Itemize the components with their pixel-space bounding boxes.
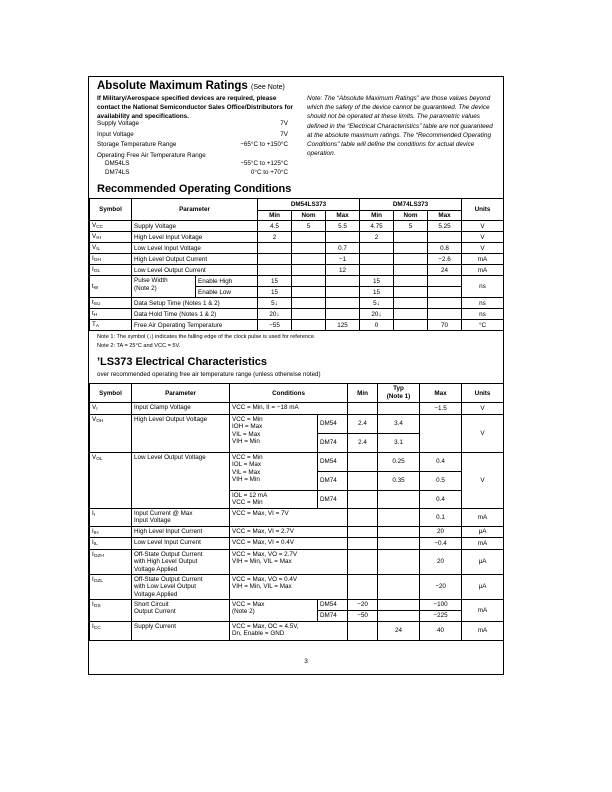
device-cell: DM54 — [318, 414, 348, 433]
typ-cell — [378, 599, 420, 610]
min-cell — [348, 508, 378, 526]
condition-cell: Enable High — [196, 276, 258, 287]
table-row — [90, 309, 504, 320]
value-cell — [292, 265, 326, 276]
condition-cell: VCC = Min, II = −18 mA — [230, 403, 348, 415]
min-cell: −50 — [348, 610, 378, 621]
unit-cell: mA — [462, 254, 504, 265]
parameter-cell: Low Level Output Current — [132, 265, 258, 276]
unit-cell: ns — [462, 309, 504, 320]
table-row — [90, 403, 504, 415]
parameter-cell: Short Circuit Output Current — [132, 599, 230, 621]
min-cell — [348, 574, 378, 599]
min-cell — [348, 538, 378, 550]
value-cell: 2 — [258, 232, 292, 243]
value-cell: 5↓ — [360, 298, 394, 309]
value-cell — [428, 232, 462, 243]
device-cell: DM74 — [318, 490, 348, 508]
rating-label: Operating Free Air Temperature Range — [97, 152, 206, 159]
symbol-cell: $V_{CC}$ — [90, 221, 132, 232]
value-cell: 4.5 — [258, 221, 292, 232]
value-cell: 20↓ — [258, 309, 292, 320]
value-cell: 0.7 — [326, 243, 360, 254]
table-row — [90, 320, 504, 331]
parameter-cell: Low Level Input Voltage — [132, 243, 258, 254]
max-cell: 0.5 — [420, 471, 462, 490]
symbol-cell: $I_{OZL}$ — [90, 574, 132, 599]
roc-note1: Note 1: The symbol (↓) indicates the falling edge of the clock pulse is used for reference. — [97, 334, 316, 340]
table-row — [90, 526, 504, 538]
max-cell: 20 — [420, 526, 462, 538]
max-cell — [420, 414, 462, 452]
table-row — [90, 549, 504, 574]
header-dm74: DM74LS373 — [360, 199, 462, 211]
table-row — [90, 221, 504, 232]
typ-cell: 24 — [378, 621, 420, 640]
value-cell: 15 — [360, 287, 394, 298]
abs-max-title: Absolute Maximum Ratings (See Note) — [97, 80, 285, 92]
rating-label: Storage Temperature Range — [97, 141, 177, 148]
parameter-cell: Input Clamp Voltage — [132, 403, 230, 415]
value-cell: 5.25 — [428, 221, 462, 232]
unit-cell: ns — [462, 298, 504, 309]
roc-table — [89, 198, 504, 331]
min-cell — [348, 621, 378, 640]
device-cell: DM54 — [318, 452, 348, 471]
max-cell: −100 — [420, 599, 462, 610]
value-cell: 0 — [360, 320, 394, 331]
value-cell — [428, 309, 462, 320]
value-cell — [326, 309, 360, 320]
value-cell — [394, 232, 428, 243]
device-cell: DM74 — [318, 471, 348, 490]
min-cell — [348, 452, 378, 471]
unit-cell: ns — [462, 276, 504, 298]
unit-cell: V — [462, 403, 504, 415]
value-cell: −55 — [258, 320, 292, 331]
condition-cell: IOL = 12 mA VCC = Min — [230, 490, 318, 508]
symbol-cell: $t_{SU}$ — [90, 298, 132, 309]
max-cell: 0.4 — [420, 490, 462, 508]
value-cell: 125 — [326, 320, 360, 331]
max-cell: 0.4 — [420, 452, 462, 471]
symbol-cell: $I_{CC}$ — [90, 621, 132, 640]
header-units: Units — [462, 199, 504, 221]
parameter-cell: High Level Input Voltage — [132, 232, 258, 243]
value-cell: −1 — [326, 254, 360, 265]
rating-label: DM74LS — [105, 169, 130, 176]
value-cell: 15 — [258, 287, 292, 298]
device-cell: DM74 — [318, 610, 348, 621]
value-cell — [326, 232, 360, 243]
table-row — [90, 254, 504, 265]
value-cell: 70 — [428, 320, 462, 331]
header-nom: Nom — [292, 211, 326, 221]
table-row — [90, 298, 504, 309]
typ-cell: 0.35 — [378, 471, 420, 490]
header-parameter: Parameter — [132, 199, 258, 221]
symbol-cell: $V_{IL}$ — [90, 243, 132, 254]
condition-cell: VCC = Min IOL = Max VIL = Max VIH = Min — [230, 452, 318, 490]
header-min: Min — [348, 384, 378, 403]
rating-label: DM54LS — [105, 160, 130, 167]
unit-cell: μA — [462, 574, 504, 599]
header-symbol: Symbol — [90, 384, 132, 403]
table-row — [90, 574, 504, 599]
value-cell — [360, 254, 394, 265]
parameter-cell: Data Setup Time (Notes 1 & 2) — [132, 298, 258, 309]
header-typ: Typ (Note 1) — [378, 384, 420, 403]
min-cell: 2.4 — [348, 414, 378, 433]
min-cell — [348, 526, 378, 538]
header-max: Max — [428, 211, 462, 221]
table-row — [90, 265, 504, 276]
parameter-cell: Data Hold Time (Notes 1 & 2) — [132, 309, 258, 320]
min-cell: −20 — [348, 599, 378, 610]
parameter-cell: High Level Output Voltage — [132, 414, 230, 452]
header-parameter: Parameter — [132, 384, 230, 403]
rating-label: Supply Voltage — [97, 120, 140, 127]
value-cell — [326, 298, 360, 309]
value-cell: 5 — [394, 221, 428, 232]
value-cell — [292, 320, 326, 331]
max-cell: 0.1 — [420, 508, 462, 526]
max-cell: −1.5 — [420, 403, 462, 415]
value-cell — [360, 265, 394, 276]
value-cell — [292, 287, 326, 298]
table-row — [90, 414, 504, 433]
value-cell — [428, 287, 462, 298]
unit-cell: mA — [462, 508, 504, 526]
value-cell — [292, 254, 326, 265]
condition-cell: VCC = Max, VI = 7V — [230, 508, 348, 526]
value-cell — [258, 254, 292, 265]
value-cell: 4.75 — [360, 221, 394, 232]
symbol-cell: $t_W$ — [90, 276, 132, 298]
device-cell: DM74 — [318, 433, 348, 452]
device-cell: DM54 — [318, 599, 348, 610]
value-cell — [292, 298, 326, 309]
symbol-cell: $I_{OH}$ — [90, 254, 132, 265]
value-cell — [394, 265, 428, 276]
unit-cell: mA — [462, 265, 504, 276]
value-cell — [394, 276, 428, 287]
unit-cell: V — [462, 452, 504, 508]
parameter-cell: Low Level Output Voltage — [132, 452, 230, 508]
value-cell: 5↓ — [258, 298, 292, 309]
table-row — [90, 452, 504, 471]
max-cell: 20 — [420, 549, 462, 574]
parameter-cell: High Level Output Current — [132, 254, 258, 265]
rating-value: 7V — [280, 131, 288, 138]
typ-cell — [378, 549, 420, 574]
table-row — [90, 538, 504, 550]
symbol-cell: $I_{OS}$ — [90, 599, 132, 621]
parameter-cell: Low Level Input Current — [132, 538, 230, 550]
ec-table — [89, 383, 504, 641]
table-row — [90, 599, 504, 610]
value-cell — [394, 287, 428, 298]
typ-cell — [378, 508, 420, 526]
unit-cell: V — [462, 232, 504, 243]
table-row — [90, 508, 504, 526]
typ-cell — [378, 538, 420, 550]
value-cell: 24 — [428, 265, 462, 276]
symbol-cell: $V_I$ — [90, 403, 132, 415]
value-cell — [428, 276, 462, 287]
parameter-cell: Supply Current — [132, 621, 230, 640]
rating-value: 0°C to +70°C — [250, 169, 288, 176]
header-min: Min — [258, 211, 292, 221]
typ-cell: 0.25 — [378, 452, 420, 471]
condition-cell: Enable Low — [196, 287, 258, 298]
condition-cell: VCC = Max, VO = 2.7V VIH = Min, VIL = Max — [230, 549, 348, 574]
condition-cell: VCC = Max (Note 2) — [230, 599, 318, 621]
value-cell: 2 — [360, 232, 394, 243]
unit-cell: °C — [462, 320, 504, 331]
value-cell: 20↓ — [360, 309, 394, 320]
parameter-cell: Off-State Output Current with High Level Output Voltage Applied — [132, 549, 230, 574]
table-row — [90, 621, 504, 640]
symbol-cell: $I_{IH}$ — [90, 526, 132, 538]
value-cell: 0.8 — [428, 243, 462, 254]
value-cell — [428, 298, 462, 309]
symbol-cell: $t_H$ — [90, 309, 132, 320]
header-conditions: Conditions — [230, 384, 348, 403]
value-cell — [292, 232, 326, 243]
value-cell — [394, 298, 428, 309]
symbol-cell: $V_{OH}$ — [90, 414, 132, 452]
header-min: Min — [360, 211, 394, 221]
parameter-cell: Free Air Operating Temperature — [132, 320, 258, 331]
unit-cell: V — [462, 243, 504, 254]
condition-cell: VCC = Min IOH = Max VIL = Max VIH = Min — [230, 414, 318, 452]
unit-cell: mA — [462, 621, 504, 640]
typ-cell — [378, 610, 420, 621]
typ-cell: 3.4 — [378, 414, 420, 433]
header-symbol: Symbol — [90, 199, 132, 221]
unit-cell: mA — [462, 538, 504, 550]
symbol-cell: $T_A$ — [90, 320, 132, 331]
parameter-cell: Input Current @ Max Input Voltage — [132, 508, 230, 526]
value-cell: 15 — [360, 276, 394, 287]
ec-title: ’LS373 Electrical Characteristics — [97, 356, 267, 368]
symbol-cell: $I_{IL}$ — [90, 538, 132, 550]
min-cell — [348, 549, 378, 574]
min-cell: 2.4 — [348, 433, 378, 452]
value-cell — [326, 287, 360, 298]
header-nom: Nom — [394, 211, 428, 221]
max-cell: −20 — [420, 574, 462, 599]
header-units: Units — [462, 384, 504, 403]
value-cell — [292, 243, 326, 254]
abs-max-military-text: If Military/Aerospace specified devices are required, please contact the National Semiconductor Sales Office/Distributors for availability and specifications. — [97, 95, 294, 120]
typ-cell: 3.1 — [378, 433, 420, 452]
typ-cell — [378, 574, 420, 599]
roc-title: Recommended Operating Conditions — [97, 183, 292, 195]
min-cell — [348, 471, 378, 490]
symbol-cell: $I_I$ — [90, 508, 132, 526]
value-cell: 5.5 — [326, 221, 360, 232]
value-cell — [394, 320, 428, 331]
typ-cell — [378, 403, 420, 415]
header-dm54: DM54LS373 — [258, 199, 360, 211]
value-cell — [258, 265, 292, 276]
max-cell: −0.4 — [420, 538, 462, 550]
rating-value: −55°C to +125°C — [240, 160, 288, 167]
min-cell — [348, 403, 378, 415]
rating-label: Input Voltage — [97, 131, 134, 138]
unit-cell: mA — [462, 599, 504, 621]
unit-cell: μA — [462, 526, 504, 538]
unit-cell: V — [462, 221, 504, 232]
parameter-cell: Supply Voltage — [132, 221, 258, 232]
max-cell: 40 — [420, 621, 462, 640]
condition-cell: VCC = Max, VI = 2.7V — [230, 526, 348, 538]
symbol-cell: $V_{IH}$ — [90, 232, 132, 243]
table-row — [90, 243, 504, 254]
value-cell — [394, 309, 428, 320]
table-row — [90, 232, 504, 243]
value-cell — [360, 243, 394, 254]
parameter-cell: Pulse Width (Note 2) — [132, 276, 196, 298]
value-cell — [292, 276, 326, 287]
value-cell: 5 — [292, 221, 326, 232]
condition-cell: VCC = Max, VO = 0.4V VIH = Min, VIL = Max — [230, 574, 348, 599]
max-cell: −225 — [420, 610, 462, 621]
typ-cell — [378, 490, 420, 508]
condition-cell: VCC = Max, VI = 0.4V — [230, 538, 348, 550]
symbol-cell: $V_{OL}$ — [90, 452, 132, 508]
value-cell: 15 — [258, 276, 292, 287]
value-cell: 12 — [326, 265, 360, 276]
roc-note2: Note 2: TA = 25°C and VCC = 5V. — [97, 343, 181, 349]
symbol-cell: $I_{OZH}$ — [90, 549, 132, 574]
value-cell — [258, 243, 292, 254]
unit-cell: μA — [462, 549, 504, 574]
symbol-cell: $I_{OL}$ — [90, 265, 132, 276]
page-number: 3 — [304, 658, 308, 665]
value-cell — [326, 276, 360, 287]
condition-cell: VCC = Max, OC = 4.5V, Dn, Enable = GND — [230, 621, 348, 640]
header-max: Max — [326, 211, 360, 221]
table-row — [90, 276, 504, 287]
typ-cell — [378, 526, 420, 538]
ec-subtitle: over recommended operating free air temperature range (unless otherwise noted) — [97, 371, 321, 378]
min-cell — [348, 490, 378, 508]
abs-max-note: Note: The “Absolute Maximum Ratings” are those values beyond which the safety of the device cannot be guaranteed. The device should not be operated at these limits. The parametric values defined in the “Electrical Characteristics” table are not guaranteed at the absolute maximum ratings. The “Recommended Operating Conditions” table will define the conditions for actual device operation. — [307, 95, 493, 158]
rating-value: −65°C to +150°C — [240, 141, 288, 148]
value-cell — [394, 243, 428, 254]
value-cell — [394, 254, 428, 265]
parameter-cell: High Level Input Current — [132, 526, 230, 538]
header-max: Max — [420, 384, 462, 403]
value-cell — [292, 309, 326, 320]
rating-value: 7V — [280, 120, 288, 127]
parameter-cell: Off-State Output Current with Low Level Output Voltage Applied — [132, 574, 230, 599]
value-cell: −2.6 — [428, 254, 462, 265]
unit-cell: V — [462, 414, 504, 452]
